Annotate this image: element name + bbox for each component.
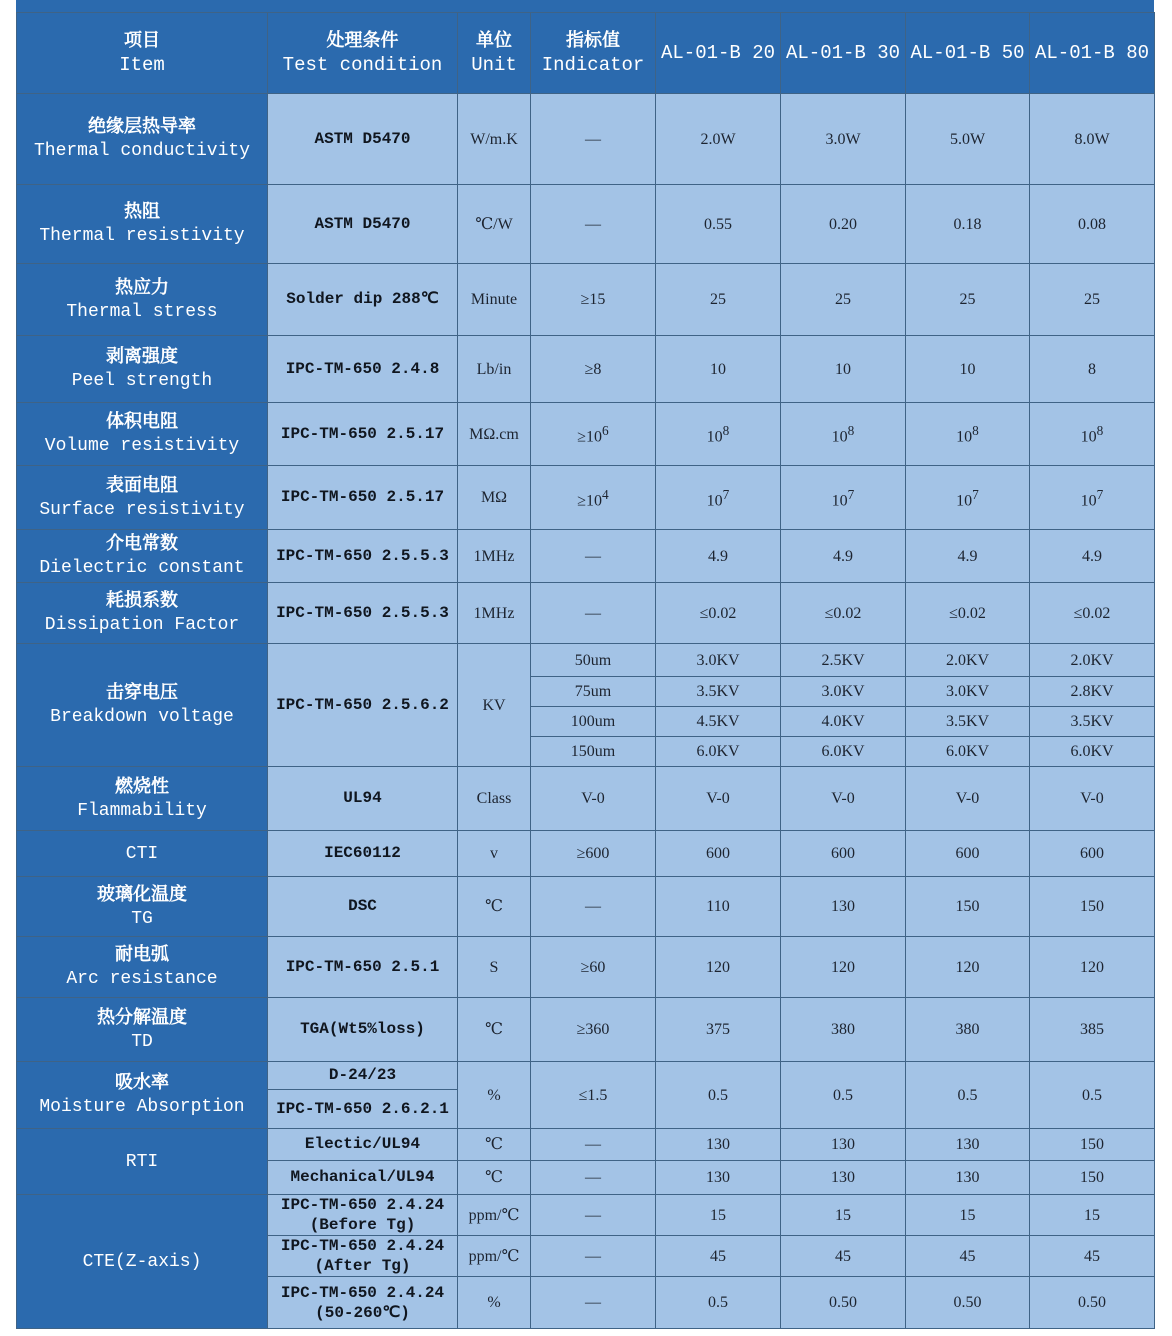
- value-cell: ≤0.02: [781, 583, 906, 644]
- unit-cell: ℃: [458, 1161, 531, 1195]
- value-cell: 25: [1030, 264, 1155, 336]
- item-label: 玻璃化温度 TG: [17, 877, 268, 937]
- value-cell: 8: [1030, 336, 1155, 403]
- condition-cell: IPC-TM-650 2.6.2.1: [268, 1090, 458, 1129]
- value-cell: 0.50: [906, 1277, 1030, 1329]
- indicator-cell: 50um: [531, 644, 656, 677]
- value-cell: 600: [656, 831, 781, 877]
- row-cti: [17, 831, 1155, 877]
- value-cell: 150: [1030, 1129, 1155, 1161]
- condition-cell: ASTM D5470: [268, 94, 458, 185]
- row-moisture-absorption: [17, 1062, 1155, 1090]
- value-cell: 15: [781, 1195, 906, 1236]
- indicator-cell: ≥360: [531, 998, 656, 1062]
- table-top-strip: [16, 0, 1154, 12]
- unit-cell: %: [458, 1062, 531, 1129]
- value-cell: 120: [781, 937, 906, 998]
- item-label: 热阻 Thermal resistivity: [17, 185, 268, 264]
- item-label: 绝缘层热导率 Thermal conductivity: [17, 94, 268, 185]
- value-cell: 6.0KV: [656, 737, 781, 767]
- indicator-cell: 150um: [531, 737, 656, 767]
- indicator-cell: 75um: [531, 677, 656, 707]
- row-cte: [17, 1195, 1155, 1236]
- condition-cell: Mechanical/UL94: [268, 1161, 458, 1195]
- value-cell: 25: [781, 264, 906, 336]
- value-cell: 6.0KV: [1030, 737, 1155, 767]
- value-cell: 6.0KV: [781, 737, 906, 767]
- indicator-cell: —: [531, 530, 656, 583]
- item-label: RTI: [17, 1129, 268, 1195]
- value-cell: 0.5: [656, 1062, 781, 1129]
- unit-cell: Minute: [458, 264, 531, 336]
- row-breakdown-voltage: [17, 644, 1155, 677]
- value-cell: 385: [1030, 998, 1155, 1062]
- value-cell: ≤0.02: [1030, 583, 1155, 644]
- unit-cell: Lb/in: [458, 336, 531, 403]
- row-surface-resistivity: [17, 466, 1155, 530]
- value-cell: 0.5: [906, 1062, 1030, 1129]
- value-cell: 4.9: [906, 530, 1030, 583]
- value-cell: 0.20: [781, 185, 906, 264]
- indicator-cell: ≥60: [531, 937, 656, 998]
- unit-cell: ℃: [458, 877, 531, 937]
- value-cell: 10: [781, 336, 906, 403]
- value-cell: 2.5KV: [781, 644, 906, 677]
- row-thermal-stress: [17, 264, 1155, 336]
- value-cell: 15: [656, 1195, 781, 1236]
- row-rti: [17, 1129, 1155, 1161]
- value-cell: 2.8KV: [1030, 677, 1155, 707]
- value-cell: 4.5KV: [656, 707, 781, 737]
- unit-cell: 1MHz: [458, 530, 531, 583]
- value-cell: ≤0.02: [656, 583, 781, 644]
- value-cell: 375: [656, 998, 781, 1062]
- value-cell: 3.5KV: [656, 677, 781, 707]
- value-cell: 380: [781, 998, 906, 1062]
- value-cell: 2.0W: [656, 94, 781, 185]
- value-cell: ≤0.02: [906, 583, 1030, 644]
- item-label: 耐电弧 Arc resistance: [17, 937, 268, 998]
- condition-cell: IPC-TM-650 2.5.1: [268, 937, 458, 998]
- value-cell: 5.0W: [906, 94, 1030, 185]
- indicator-cell: $\ge 10^4$: [531, 466, 656, 530]
- value-cell: 25: [906, 264, 1030, 336]
- condition-cell: UL94: [268, 767, 458, 831]
- unit-cell: ℃/W: [458, 185, 531, 264]
- unit-cell: W/m.K: [458, 94, 531, 185]
- condition-cell: D-24/23: [268, 1062, 458, 1090]
- value-cell: 130: [656, 1129, 781, 1161]
- indicator-cell: V-0: [531, 767, 656, 831]
- value-cell: 3.0KV: [656, 644, 781, 677]
- indicator-cell: 100um: [531, 707, 656, 737]
- row-thermal-decomposition: [17, 998, 1155, 1062]
- value-cell: V-0: [781, 767, 906, 831]
- condition-cell: IEC60112: [268, 831, 458, 877]
- value-cell: 0.08: [1030, 185, 1155, 264]
- condition-cell: Solder dip 288℃: [268, 264, 458, 336]
- indicator-cell: —: [531, 1129, 656, 1161]
- value-cell: 3.5KV: [1030, 707, 1155, 737]
- item-label: 剥离强度 Peel strength: [17, 336, 268, 403]
- col-header-unit: 单位 Unit: [458, 13, 531, 94]
- indicator-cell: ≥8: [531, 336, 656, 403]
- value-cell: 15: [1030, 1195, 1155, 1236]
- item-label: 燃烧性 Flammability: [17, 767, 268, 831]
- value-cell: 25: [656, 264, 781, 336]
- value-cell: 0.55: [656, 185, 781, 264]
- item-label: 表面电阻 Surface resistivity: [17, 466, 268, 530]
- value-cell: 4.0KV: [781, 707, 906, 737]
- indicator-cell: —: [531, 1195, 656, 1236]
- item-label: 介电常数 Dielectric constant: [17, 530, 268, 583]
- col-header-model: AL-01-B 50: [906, 13, 1030, 94]
- col-header-condition: 处理条件 Test condition: [268, 13, 458, 94]
- indicator-cell: —: [531, 94, 656, 185]
- value-cell: 130: [656, 1161, 781, 1195]
- col-header-item: 项目 Item: [17, 13, 268, 94]
- row-thermal-conductivity: [17, 94, 1155, 185]
- value-cell: 0.50: [1030, 1277, 1155, 1329]
- item-label: 吸水率 Moisture Absorption: [17, 1062, 268, 1129]
- value-cell: 0.5: [781, 1062, 906, 1129]
- indicator-cell: —: [531, 583, 656, 644]
- indicator-cell: ≥15: [531, 264, 656, 336]
- value-cell: 130: [781, 1129, 906, 1161]
- value-cell: 110: [656, 877, 781, 937]
- row-dielectric-constant: [17, 530, 1155, 583]
- col-header-model: AL-01-B 20: [656, 13, 781, 94]
- value-cell: $10^8$: [906, 403, 1030, 466]
- row-volume-resistivity: [17, 403, 1155, 466]
- value-cell: 150: [1030, 877, 1155, 937]
- value-cell: 2.0KV: [1030, 644, 1155, 677]
- condition-cell: IPC-TM-650 2.4.24 (50-260℃): [268, 1277, 458, 1329]
- value-cell: 45: [1030, 1236, 1155, 1277]
- value-cell: 15: [906, 1195, 1030, 1236]
- header-row: [17, 13, 1155, 94]
- condition-cell: TGA(Wt5%loss): [268, 998, 458, 1062]
- value-cell: 6.0KV: [906, 737, 1030, 767]
- unit-cell: ℃: [458, 1129, 531, 1161]
- value-cell: $10^7$: [781, 466, 906, 530]
- value-cell: 130: [781, 1161, 906, 1195]
- value-cell: 600: [781, 831, 906, 877]
- value-cell: 3.0W: [781, 94, 906, 185]
- indicator-cell: —: [531, 877, 656, 937]
- unit-cell: ppm/℃: [458, 1195, 531, 1236]
- unit-cell: 1MHz: [458, 583, 531, 644]
- unit-cell: ℃: [458, 998, 531, 1062]
- condition-cell: IPC-TM-650 2.5.17: [268, 466, 458, 530]
- item-label: 击穿电压 Breakdown voltage: [17, 644, 268, 767]
- value-cell: 45: [656, 1236, 781, 1277]
- value-cell: 3.0KV: [906, 677, 1030, 707]
- indicator-cell: ≤1.5: [531, 1062, 656, 1129]
- value-cell: $10^7$: [1030, 466, 1155, 530]
- condition-cell: IPC-TM-650 2.5.6.2: [268, 644, 458, 767]
- value-cell: 130: [781, 877, 906, 937]
- condition-cell: IPC-TM-650 2.5.5.3: [268, 530, 458, 583]
- value-cell: $10^8$: [1030, 403, 1155, 466]
- unit-cell: S: [458, 937, 531, 998]
- item-label: 热应力 Thermal stress: [17, 264, 268, 336]
- row-arc-resistance: [17, 937, 1155, 998]
- condition-cell: ASTM D5470: [268, 185, 458, 264]
- value-cell: 0.5: [1030, 1062, 1155, 1129]
- item-label: CTI: [17, 831, 268, 877]
- indicator-cell: —: [531, 1161, 656, 1195]
- condition-cell: Electic/UL94: [268, 1129, 458, 1161]
- value-cell: 380: [906, 998, 1030, 1062]
- value-cell: 0.50: [781, 1277, 906, 1329]
- row-dissipation-factor: [17, 583, 1155, 644]
- value-cell: $10^8$: [656, 403, 781, 466]
- spec-table-container: [16, 12, 1154, 1329]
- col-header-model: AL-01-B 80: [1030, 13, 1155, 94]
- indicator-cell: $\ge 10^6$: [531, 403, 656, 466]
- value-cell: 150: [906, 877, 1030, 937]
- spec-table: [16, 12, 1155, 1329]
- unit-cell: ppm/℃: [458, 1236, 531, 1277]
- indicator-cell: ≥600: [531, 831, 656, 877]
- value-cell: 130: [906, 1161, 1030, 1195]
- value-cell: 3.0KV: [781, 677, 906, 707]
- value-cell: V-0: [1030, 767, 1155, 831]
- condition-cell: IPC-TM-650 2.4.24 (After Tg): [268, 1236, 458, 1277]
- condition-cell: IPC-TM-650 2.4.24 (Before Tg): [268, 1195, 458, 1236]
- value-cell: 3.5KV: [906, 707, 1030, 737]
- condition-cell: IPC-TM-650 2.5.17: [268, 403, 458, 466]
- value-cell: $10^7$: [656, 466, 781, 530]
- unit-cell: MΩ: [458, 466, 531, 530]
- value-cell: 120: [906, 937, 1030, 998]
- item-label: 耗损系数 Dissipation Factor: [17, 583, 268, 644]
- item-label: 热分解温度 TD: [17, 998, 268, 1062]
- value-cell: 600: [1030, 831, 1155, 877]
- value-cell: 4.9: [1030, 530, 1155, 583]
- value-cell: 8.0W: [1030, 94, 1155, 185]
- condition-cell: IPC-TM-650 2.4.8: [268, 336, 458, 403]
- row-thermal-resistivity: [17, 185, 1155, 264]
- row-peel-strength: [17, 336, 1155, 403]
- value-cell: 4.9: [656, 530, 781, 583]
- item-label: CTE(Z-axis): [17, 1195, 268, 1329]
- item-label: 体积电阻 Volume resistivity: [17, 403, 268, 466]
- value-cell: 150: [1030, 1161, 1155, 1195]
- value-cell: 45: [906, 1236, 1030, 1277]
- indicator-cell: —: [531, 185, 656, 264]
- value-cell: V-0: [656, 767, 781, 831]
- unit-cell: %: [458, 1277, 531, 1329]
- value-cell: 120: [656, 937, 781, 998]
- indicator-cell: —: [531, 1277, 656, 1329]
- value-cell: 600: [906, 831, 1030, 877]
- col-header-model: AL-01-B 30: [781, 13, 906, 94]
- condition-cell: IPC-TM-650 2.5.5.3: [268, 583, 458, 644]
- unit-cell: MΩ.cm: [458, 403, 531, 466]
- value-cell: $10^8$: [781, 403, 906, 466]
- row-glass-transition: [17, 877, 1155, 937]
- col-header-indicator: 指标值 Indicator: [531, 13, 656, 94]
- value-cell: $10^7$: [906, 466, 1030, 530]
- value-cell: V-0: [906, 767, 1030, 831]
- value-cell: 120: [1030, 937, 1155, 998]
- indicator-cell: —: [531, 1236, 656, 1277]
- value-cell: 10: [906, 336, 1030, 403]
- value-cell: 2.0KV: [906, 644, 1030, 677]
- row-flammability: [17, 767, 1155, 831]
- value-cell: 45: [781, 1236, 906, 1277]
- condition-cell: DSC: [268, 877, 458, 937]
- unit-cell: KV: [458, 644, 531, 767]
- value-cell: 130: [906, 1129, 1030, 1161]
- value-cell: 0.18: [906, 185, 1030, 264]
- unit-cell: Class: [458, 767, 531, 831]
- value-cell: 10: [656, 336, 781, 403]
- value-cell: 0.5: [656, 1277, 781, 1329]
- value-cell: 4.9: [781, 530, 906, 583]
- unit-cell: v: [458, 831, 531, 877]
